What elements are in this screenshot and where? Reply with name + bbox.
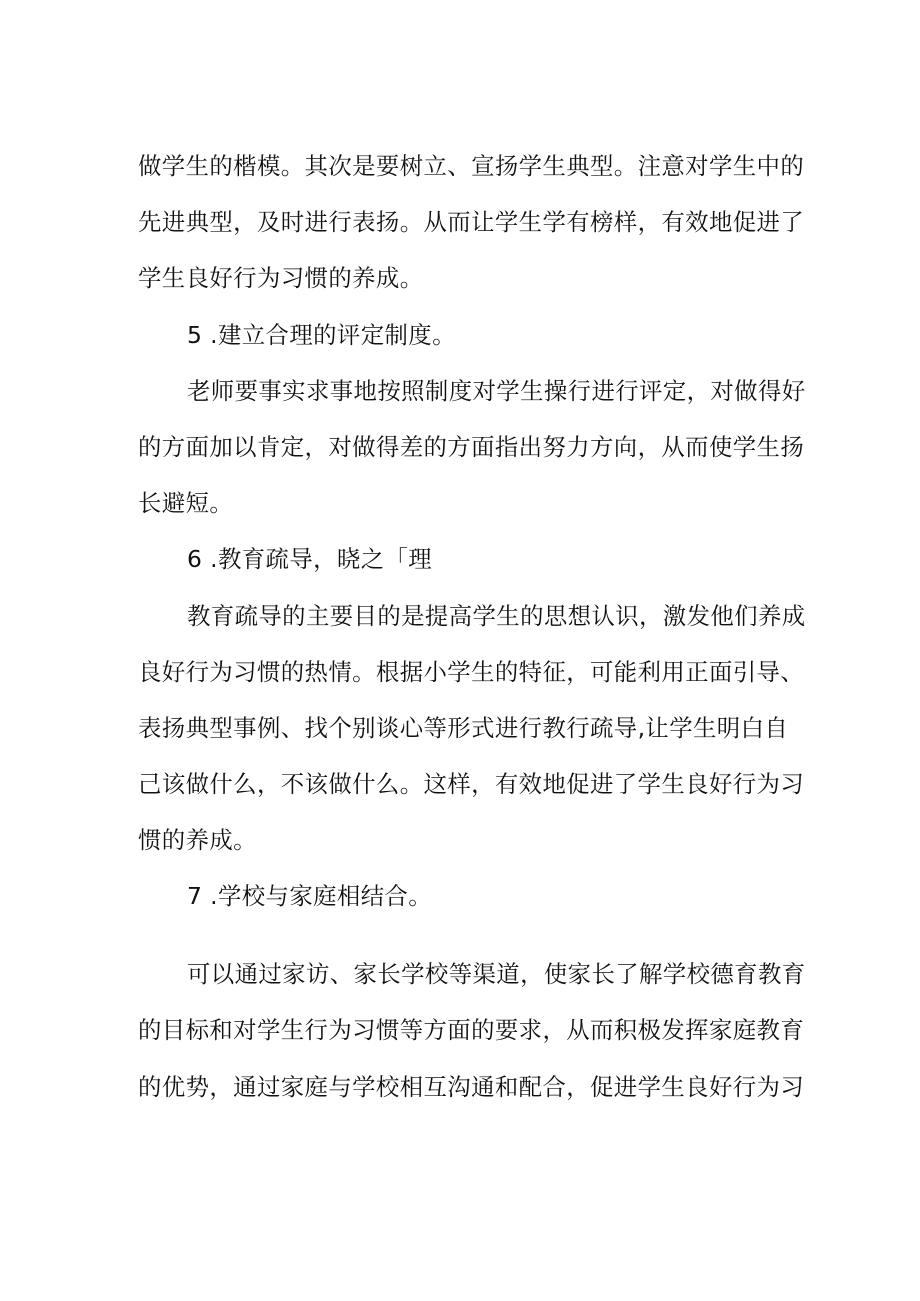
paragraph-line: 己该做什么，不该做什么。这样，有效地促进了学生良好行为习 xyxy=(138,770,805,798)
section-heading-7: 7 .学校与家庭相结合。 xyxy=(187,882,433,910)
paragraph-line: 老师要事实求事地按照制度对学生操行进行评定，对做得好 xyxy=(187,377,806,405)
paragraph-line: 惯的养成。 xyxy=(138,826,257,854)
paragraph-line: 良好行为习惯的热情。根据小学生的特征，可能利用正面引导、 xyxy=(138,658,805,686)
paragraph-line: 教育疏导的主要目的是提高学生的思想认识，激发他们养成 xyxy=(187,602,806,630)
paragraph-line: 表扬典型事例、找个别谈心等形式进行教行疏导,让学生明白自 xyxy=(138,714,789,742)
paragraph-line: 做学生的楷模。其次是要树立、宣扬学生典型。注意对学生中的 xyxy=(138,152,805,180)
paragraph-line: 学生良好行为习惯的养成。 xyxy=(138,264,424,292)
paragraph-line: 的目标和对学生行为习惯等方面的要求，从而积极发挥家庭教育 xyxy=(138,1016,805,1044)
paragraph-line: 先进典型，及时进行表扬。从而让学生学有榜样，有效地促进了 xyxy=(138,208,805,236)
section-heading-6: 6 .教育疏导，晓之「理 xyxy=(187,545,433,573)
paragraph-line: 长避短。 xyxy=(138,489,234,517)
section-heading-5: 5 .建立合理的评定制度。 xyxy=(187,321,456,349)
paragraph-line: 的优势，通过家庭与学校相互沟通和配合，促进学生良好行为习 xyxy=(138,1073,805,1101)
paragraph-line: 可以通过家访、家长学校等渠道，使家长了解学校德育教育 xyxy=(187,960,806,988)
paragraph-line: 的方面加以肯定，对做得差的方面指出努力方向，从而使学生扬 xyxy=(138,433,805,461)
